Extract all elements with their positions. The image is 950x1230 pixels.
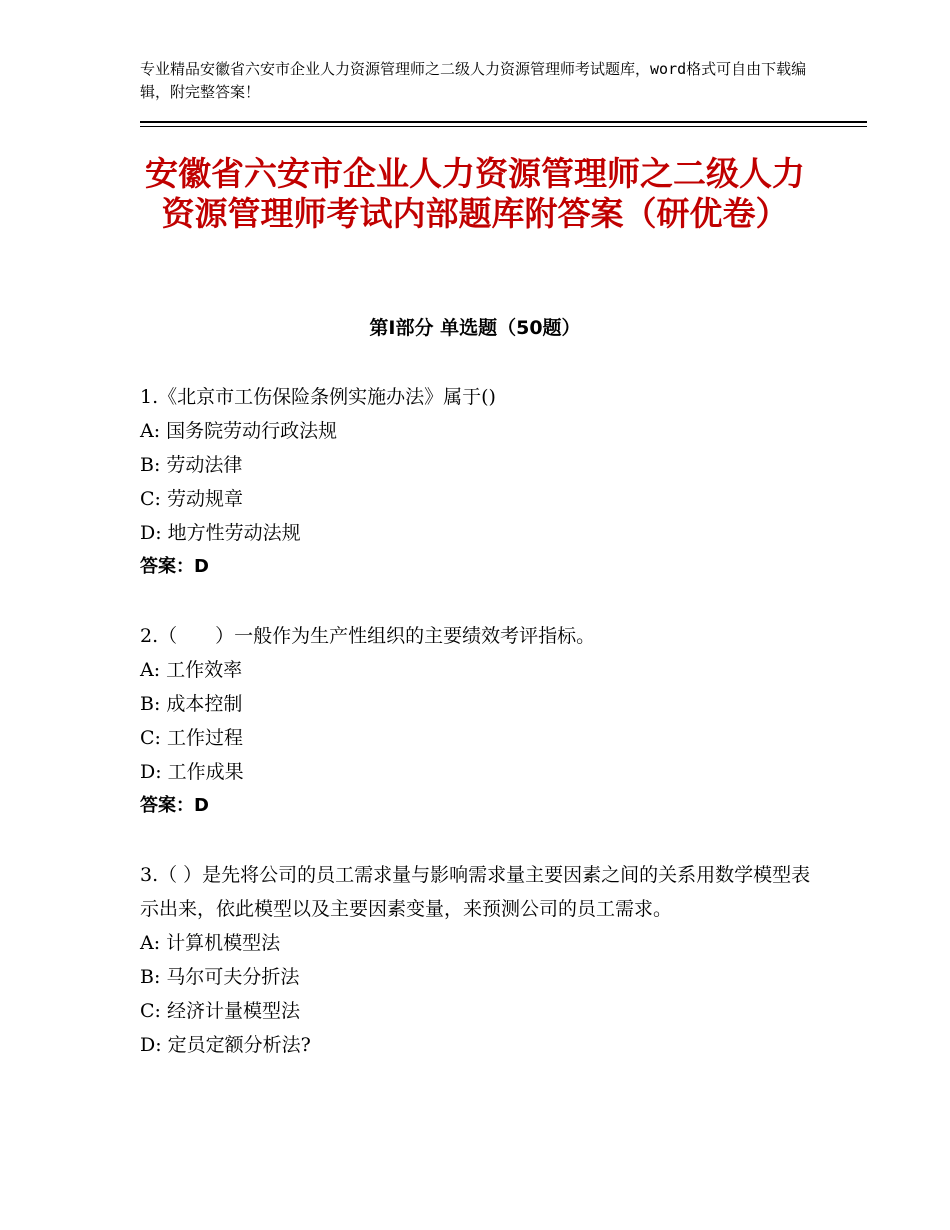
option-a: A: 国务院劳动行政法规 [140,420,338,442]
section-title: 第Ⅰ部分 单选题（50题） [369,317,581,339]
option-c: C: 经济计量模型法 [140,1000,300,1022]
option-c: C: 工作过程 [140,727,243,749]
answer-label: 答案：D [140,556,209,577]
option-b: B: 成本控制 [140,693,243,715]
header-divider-thick [140,121,867,123]
option-a: A: 工作效率 [140,659,243,681]
question-list [140,380,820,1097]
question-3 [140,858,820,1062]
header-note: 专业精品安徽省六安市企业人力资源管理师之二级人力资源管理师考试题库，word格式可自由下载编辑，附完整答案！ [140,60,807,101]
option-c: C: 劳动规章 [140,488,243,510]
question-1 [140,380,820,584]
option-b: B: 劳动法律 [140,454,243,476]
document-title: 安徽省六安市企业人力资源管理师之二级人力资源管理师考试内部题库附答案（研优卷） [145,154,805,233]
option-d: D: 定员定额分析法? [140,1034,311,1056]
answer-label: 答案：D [140,795,209,816]
question-stem: 2.（ ）一般作为生产性组织的主要绩效考评指标。 [140,625,596,647]
question-stem: 3.（ ）是先将公司的员工需求量与影响需求量主要因素之间的关系用数学模型表示出来，依此模型以及主要因素变量，来预测公司的员工需求。 [140,864,811,920]
option-d: D: 地方性劳动法规 [140,522,301,544]
question-2 [140,619,820,823]
question-stem: 1.《北京市工伤保险条例实施办法》属于() [140,386,496,408]
header-divider-thin [140,126,867,127]
option-b: B: 马尔可夫分折法 [140,966,300,988]
option-a: A: 计算机模型法 [140,932,281,954]
option-d: D: 工作成果 [140,761,244,783]
